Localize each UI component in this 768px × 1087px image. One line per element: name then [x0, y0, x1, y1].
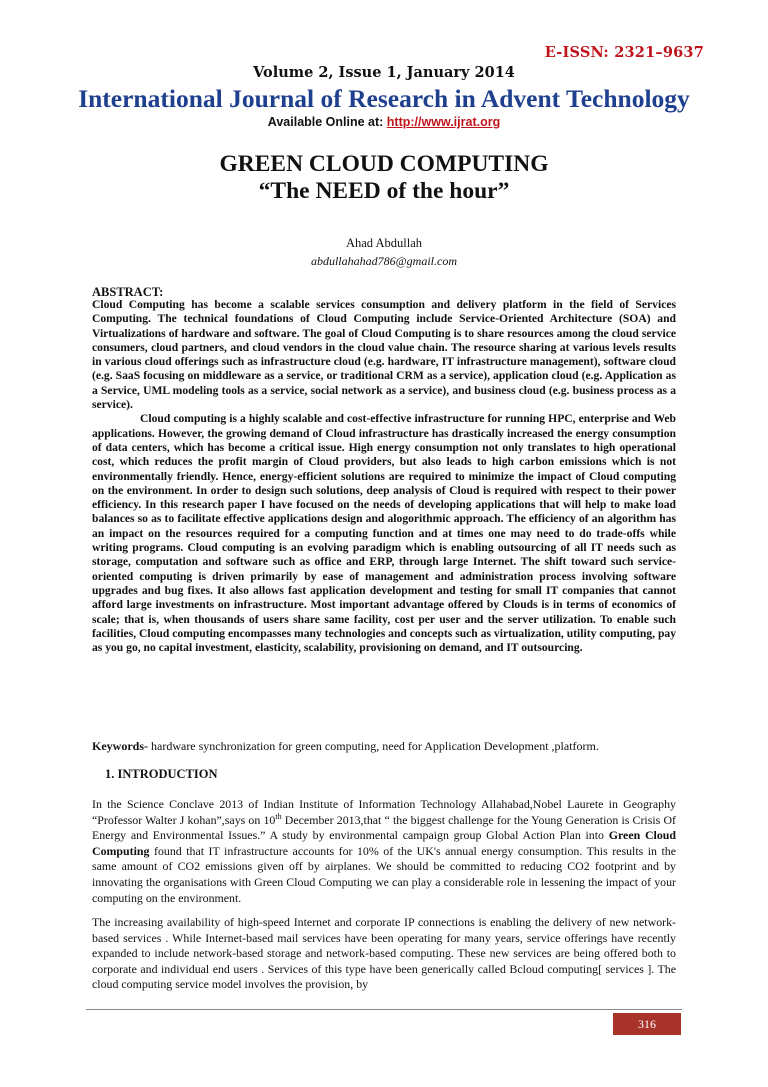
- intro-p1-bold-term: Green Cloud Computing: [92, 828, 677, 858]
- paper-title: GREEN CLOUD COMPUTING: [219, 151, 549, 177]
- introduction-paragraph-1: [92, 797, 676, 906]
- abstract-body: [92, 298, 676, 655]
- author-name: Ahad Abdullah: [345, 236, 423, 250]
- keywords-label: Keywords-: [92, 739, 148, 753]
- keywords-text: hardware synchronization for green computing, need for Application Development ,platform.: [148, 739, 599, 753]
- author-email: abdullahahad786@gmail.com: [310, 254, 458, 268]
- intro-p1-text-a: In the Science Conclave 2013 of Indian Institute of Information Technology Allahabad,Nobel Laurete in Geography “Professor Walter J kohan”,says on 10: [92, 797, 676, 827]
- issn-label: E-ISSN: 2321–9637: [544, 44, 704, 61]
- intro-p1-text-c: found that IT infrastructure accounts for 10% of the UK's annual energy consumption. This results in the same amount of CO2 emissions given off by airplanes. We should be committed to reducing CO2 footprint and by innovating the organisations with Green Cloud Computing we can play a considerable role in lessening the impact of your computing on the environment.: [92, 843, 676, 905]
- abstract-paragraph-2: Cloud computing is a highly scalable and cost-effective infrastructure for running HPC, enterprise and Web applications. However, the growing demand of Cloud infrastructure has drastically increased the energy consumption of data centers, which has become a critical issue. High energy consumption not only translates to high operational cost, which reduces the profit margin of Cloud providers, but also leads to high carbon emissions which is not environmentally friendly. Hence, energy-efficient solutions are required to minimize the impact of Cloud computing on the environment. In order to design such solutions, deep analysis of Cloud is required with respect to their power efficiency. In this research paper I have focused on the needs of developing applications that will help to make load balances so as to facilitate effective applications design and alogorithmic approach. The efficiency of an algorithm has an impact on the resources required for a computing function and at times one may need to do trade-offs while writing programs. Cloud computing is an evolving paradigm which is enabling outsourcing of all IT needs such as storage, computation and software such as office and ERP, through large Internet. The shift toward such service-oriented computing is driven primarily by ease of management and administration process involving software upgrades and bug fixes. It also allows fast application development and testing for small IT companies that cannot afford large investments on infrastructure. Most important advantage offered by Clouds is in terms of economics of scale; that is, when thousands of users share same facility, cost per user and the server utilization. To enable such facilities, Cloud computing encompasses many technologies and concepts such as virtualization, utility computing, pay as you go, no capital investment, elasticity, scalability, provisioning on demand, and IT outsourcing.: [92, 412, 676, 655]
- intro-p1-text-b: December 2013,that “ the biggest challenge for the Young Generation is Crisis Of Energy and Environmental Issues.” A study by environmental campaign group Global Action Plan into: [92, 812, 677, 843]
- keywords: [92, 739, 692, 754]
- page-number: 316: [613, 1013, 681, 1035]
- abstract-heading: ABSTRACT:: [92, 285, 164, 299]
- paper-subtitle: “The NEED of the hour”: [258, 178, 510, 204]
- abstract-paragraph-1: Cloud Computing has become a scalable services consumption and delivery platform in the field of Services Computing. The technical foundations of Cloud Computing include Service-Oriented Architecture (SOA) and Virtualizations of hardware and software. The goal of Cloud Computing is to share resources among the cloud service consumers, cloud partners, and cloud vendors in the cloud value chain. The resource sharing at various levels results in various cloud offerings such as infrastructure cloud (e.g. hardware, IT infrastructure management), software cloud (e.g. SaaS focusing on middleware as a service, or traditional CRM as a service), application cloud (e.g. Application as a Service, UML modeling tools as a service, social network as a service), and business cloud (e.g. business process as a service).: [92, 298, 676, 412]
- footer-divider: [86, 1009, 682, 1010]
- introduction-paragraph-2: The increasing availability of high-speed Internet and corporate IP connections is enabling the delivery of new network-based services . While Internet-based mail services have been operating for many years, service offerings have recently expanded to include network-based storage and network-based computing. These new services are being offered both to corporate and individual end users . Services of this type have been generically called Bcloud computing[ services ]. The cloud computing service model involves the provision, by: [92, 915, 676, 992]
- journal-title: International Journal of Research in Advent Technology: [78, 84, 690, 113]
- volume-issue: Volume 2, Issue 1, January 2014: [253, 64, 515, 81]
- intro-p1-superscript: th: [275, 811, 282, 821]
- journal-url-link[interactable]: http://www.ijrat.org: [386, 115, 501, 129]
- introduction-heading: 1. INTRODUCTION: [105, 767, 218, 781]
- available-label: Available Online at:: [267, 115, 387, 129]
- available-online: [0, 115, 768, 129]
